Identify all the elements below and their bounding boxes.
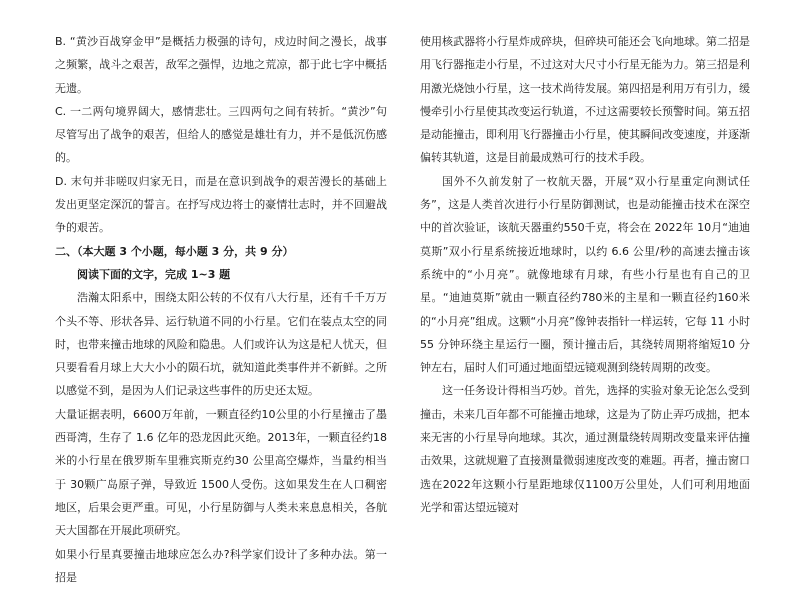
section-heading: 二、（本大题 3 个小题，每小题 3 分，共 9 分） — [55, 244, 294, 258]
option-c: C. 一二两句境界阔大，感情悲壮。三四两句之间有转折。“黄沙”句尽管写出了战争的艰苦，但给人的感觉是雄壮有力，并不是低沉伤感的。 — [55, 104, 387, 165]
left-column — [55, 30, 387, 589]
passage-paragraph-5: 这一任务设计得相当巧妙。首先，选择的实验对象无论怎么受到撞击，未来几百年都不可能撞击地球，这是为了防止弄巧成拙，把本来无害的小行星导向地球。其次，通过测量绕转周期改变量来评估撞击效果，这就规避了直接测量微弱速度改变的难题。再者，撞击窗口选在2022年这颗小行星距地球仅1100万公里处，人们可利用地面光学和雷达望远镜对 — [420, 384, 750, 514]
option-d: D. 末句并非嗟叹归家无日，而是在意识到战争的艰苦漫长的基础上发出更坚定深沉的誓言。在抒写戍边将士的豪情壮志时，并不回避战争的艰苦。 — [55, 174, 387, 235]
passage-paragraph-4: 国外不久前发射了一枚航天器，开展“双小行星重定向测试任务”，这是人类首次进行小行星防御测试，也是动能撞击技术在深空中的首次验证，该航天器重约550千克，将会在 2022年 10月“迪迪莫斯”双小行星系统接近地球时，以约 6.6 公里/秒的高速去撞击该系统中的“小月亮”。就像地球有月球，有些小行星也有自己的卫星。“迪迪莫斯”就由一颗直径约780米的主星和一颗直径约160米的“小月亮”组成。这颗“小月亮”像钟表指针一样运转，它每 11 小时 55 分钟环绕主星运行一圈，预计撞击后，其绕转周期将缩短10 分钟左右，届时人们可通过地面望远镜观测到绕转周期的改变。 — [420, 174, 750, 375]
reading-instruction: 阅读下面的文字，完成 1~3 题 — [77, 267, 231, 281]
passage-paragraph-2: 大量证据表明，6600万年前，一颗直径约10公里的小行星撞击了墨西哥湾，生存了 1.6 亿年的恐龙因此灭绝。2013年，一颗直径约18米的小行星在俄罗斯车里雅宾斯克约30 公里高空爆炸，当量约相当于 30颗广岛原子弹，导致近 1500人受伤。这如果发生在人口稠密地区，后果会更严重。可见，小行星防御与人类未来息息相关，各航天大国都在开展此项研究。 — [55, 407, 387, 538]
passage-paragraph-1: 浩瀚太阳系中，围绕太阳公转的不仅有八大行星，还有千千万万个头不等、形状各异、运行轨道不同的小行星。它们在装点太空的同时，也带来撞击地球的风险和隐患。人们或许认为这是杞人忧天，但只要看看月球上大大小小的陨石坑，就知道此类事件并不新鲜。之所以感觉不到，是因为人们记录这些事件的历史还太短。 — [55, 291, 387, 398]
right-column — [420, 30, 750, 519]
option-b: B. “黄沙百战穿金甲”是概括力极强的诗句，戍边时间之漫长，战事之频繁，战斗之艰苦，敌军之强悍，边地之荒凉，都于此七字中概括无遗。 — [55, 35, 387, 95]
passage-paragraph-3: 如果小行星真要撞击地球应怎么办?科学家们设计了多种办法。第一招是 — [55, 547, 387, 584]
passage-paragraph-3-continued: 使用核武器将小行星炸成碎块，但碎块可能还会飞向地球。第二招是用飞行器拖走小行星，不过这对大尺寸小行星无能为力。第三招是利用激光烧蚀小行星，这一技术尚待发展。第四招是利用万有引力，缓慢牵引小行星使其改变运行轨道，不过这需要较长预警时间。第五招是动能撞击，即利用飞行器撞击小行星，使其瞬间改变速度，并逐渐偏转其轨道，这是目前最成熟可行的技术手段。 — [420, 35, 750, 165]
